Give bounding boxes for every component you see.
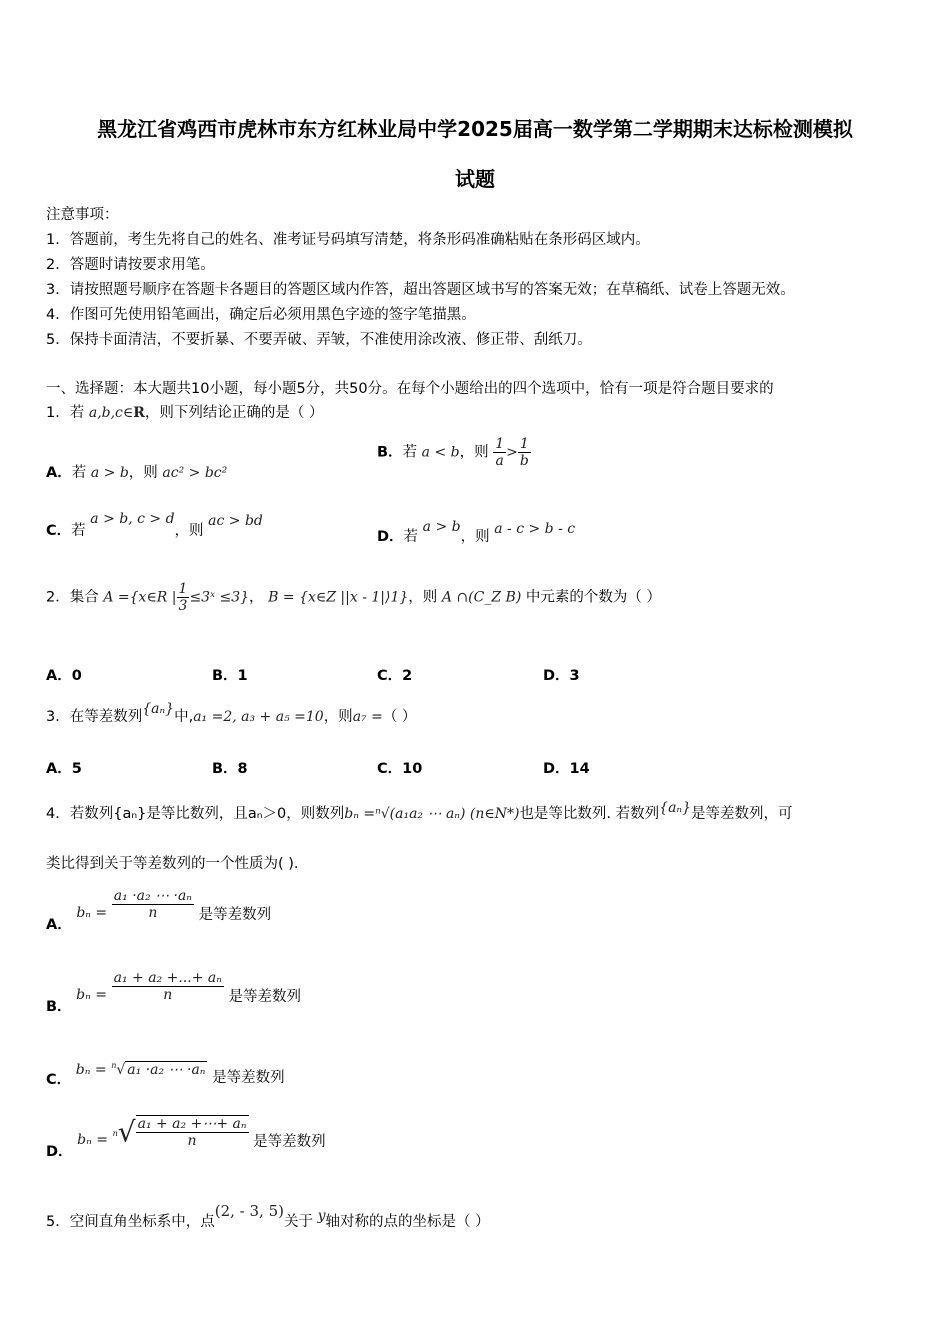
text: ，则 <box>323 709 353 725</box>
question-number: 2． <box>46 589 70 606</box>
math-expr: a,b,c∈ <box>88 405 134 421</box>
text: 空间直角坐标系中，点 <box>69 1214 215 1230</box>
math-expr: B = {x∈Z ||x - 1|⟩1} <box>268 589 409 606</box>
math-expr: A ∩(C_Z B) <box>441 589 522 606</box>
math-expr: a₁ =2, a₃ + a₅ =10 <box>193 709 324 725</box>
option-b[interactable] <box>46 970 301 1015</box>
math-expr: R <box>133 405 145 421</box>
fraction: $\frac{\text{a₁ + a₂ +...+ aₙ}}{n}$ <box>113 970 222 1003</box>
math-expr: > <box>506 444 518 461</box>
option-label: C． <box>46 1072 72 1088</box>
text: 是等差数列 <box>253 1134 326 1150</box>
option-label: D． <box>377 529 404 545</box>
option-d[interactable]: D． bₙ = n√ $\frac{\text{a₁ + a₂ +⋯+ aₙ}}{n}$ 是等差数列 <box>46 1115 326 1160</box>
option-label: A． <box>46 465 72 481</box>
page-title-cont: 试题 <box>455 167 495 191</box>
math-expr: bₙ = <box>77 1132 108 1148</box>
option-a[interactable]: A．0 <box>46 668 82 684</box>
math-expr: y <box>317 1208 326 1224</box>
math-expr: a - c > b - c <box>494 521 576 537</box>
text: 若 <box>402 444 418 461</box>
page-title: 黑龙江省鸡西市虎林市东方红林业局中学2025届高一数学第二学期期末达标检测模拟 <box>97 117 853 141</box>
option-d[interactable]: D．3 <box>543 668 580 684</box>
option-d[interactable] <box>377 519 576 546</box>
math-expr: ac > bd <box>208 513 263 529</box>
option-a[interactable]: A．5 <box>46 761 82 777</box>
math-expr: {aₙ} <box>142 701 175 717</box>
question-3 <box>46 701 417 726</box>
text: 在等差数列 <box>69 709 143 725</box>
question-number: 3． <box>46 709 70 725</box>
fraction: $\frac{1}{3}$ <box>178 581 188 614</box>
text: 关于 <box>283 1214 313 1230</box>
option-label: C． <box>46 523 72 539</box>
text: 中元素的个数为（ ） <box>525 589 662 606</box>
text: 若 <box>403 529 419 545</box>
math-expr: a₁ ·a₂ ⋯ ·aₙ <box>127 1062 206 1078</box>
math-expr: ac² > bc² <box>162 465 228 481</box>
option-c[interactable]: C． bₙ = $^n$√ a₁ ·a₂ ⋯ ·aₙ 是等差数列 <box>46 1061 285 1088</box>
fraction: $\frac{1}{a}$ <box>495 436 505 469</box>
text: 是等差数列 <box>198 906 272 923</box>
notice-item: 2．答题时请按要求用笔。 <box>46 257 215 273</box>
text: 也是等比数列. 若数列 <box>519 806 660 822</box>
math-expr: A ={x∈R | <box>103 589 177 606</box>
option-b[interactable]: B．1 <box>212 668 248 684</box>
text: 是等差数列 <box>228 988 301 1005</box>
text: ，则 <box>459 444 489 461</box>
text: ，则 <box>460 529 490 545</box>
math-expr: a > b, c > d <box>90 511 175 527</box>
option-b[interactable]: B．8 <box>212 761 248 777</box>
question-5 <box>46 1202 490 1231</box>
text: 是等差数列 <box>212 1070 285 1086</box>
option-c[interactable] <box>46 511 263 540</box>
question-2 <box>46 581 661 614</box>
question-number: 4． <box>46 806 70 822</box>
option-b[interactable] <box>377 436 531 469</box>
notice-heading: 注意事项： <box>46 207 119 223</box>
text: 轴对称的点的坐标是（ ） <box>325 1214 490 1230</box>
question-number: 1． <box>46 405 70 421</box>
option-label: B． <box>377 444 403 461</box>
math-expr: {aₙ} <box>659 800 691 816</box>
text: 若 <box>69 405 85 421</box>
option-label: D． <box>46 1144 73 1160</box>
question-4 <box>46 802 793 823</box>
fraction: $\frac{\text{a₁ + a₂ +⋯+ aₙ}}{n}$ <box>137 1116 247 1149</box>
math-expr: bₙ = <box>75 1062 107 1078</box>
question-4-cont: 类比得到关于等差数列的一个性质为( ). <box>46 856 299 872</box>
text: ，则 <box>128 465 158 481</box>
fraction: $\frac{1}{b}$ <box>519 436 529 469</box>
option-label: A． <box>46 916 72 933</box>
option-d[interactable]: D．14 <box>543 761 590 777</box>
math-expr: a₇ = <box>352 709 383 725</box>
text: 是等差数列，可 <box>691 806 793 822</box>
math-expr: a < b <box>421 444 460 461</box>
option-a[interactable] <box>46 888 272 933</box>
option-c[interactable]: C．10 <box>377 761 423 777</box>
text: ，则下列结论正确的是（ ） <box>144 405 324 421</box>
text: 若 <box>71 465 87 481</box>
math-expr: (2, - 3, 5) <box>214 1202 284 1220</box>
section-heading: 一、选择题：本大题共10小题，每小题5分，共50分。在每个小题给出的四个选项中，恰有一项是符合题目要求的 <box>46 381 774 397</box>
option-label: B． <box>46 998 72 1015</box>
notice-item: 5．保持卡面清洁，不要折暴、不要弄破、弄皱，不准使用涂改液、修正带、刮纸刀。 <box>46 332 592 348</box>
text: （ ） <box>382 709 417 725</box>
math-expr: bₙ =ⁿ√(a₁a₂ ⋯ aₙ) (n∈N*) <box>344 806 520 822</box>
notice-item: 4．作图可先使用铅笔画出，确定后必须用黑色字迹的签字笔描黑。 <box>46 307 476 323</box>
text: 若数列{aₙ}是等比数列，且aₙ＞0，则数列 <box>69 806 345 822</box>
math-expr: bₙ = <box>76 986 107 1003</box>
fraction: $\frac{\text{a₁ ·a₂ ⋯ ·aₙ}}{n}$ <box>113 888 192 921</box>
notice-item: 3．请按照题号顺序在答题卡各题目的答题区域内作答，超出答题区域书写的答案无效；在草稿纸、试卷上答题无效。 <box>46 282 795 298</box>
math-expr: a > b <box>90 465 129 481</box>
notice-item: 1．答题前，考生先将自己的姓名、准考证号码填写清楚，将条形码准确粘贴在条形码区域内。 <box>46 232 650 248</box>
math-expr: a > b <box>422 519 461 535</box>
text: 集合 <box>69 589 99 606</box>
option-a[interactable] <box>46 461 227 482</box>
math-expr: ≤3ˣ ≤3} <box>189 589 250 606</box>
option-c[interactable]: C．2 <box>377 668 413 684</box>
root-index: n <box>111 1061 117 1070</box>
text: ， <box>249 589 264 606</box>
root-index: n <box>112 1129 118 1138</box>
text: 中, <box>174 709 194 725</box>
text: ，则 <box>408 589 438 606</box>
question-1 <box>46 401 324 422</box>
text: ，则 <box>174 523 204 539</box>
math-expr: bₙ = <box>76 904 108 921</box>
text: 若 <box>71 523 86 539</box>
question-number: 5． <box>46 1214 70 1230</box>
